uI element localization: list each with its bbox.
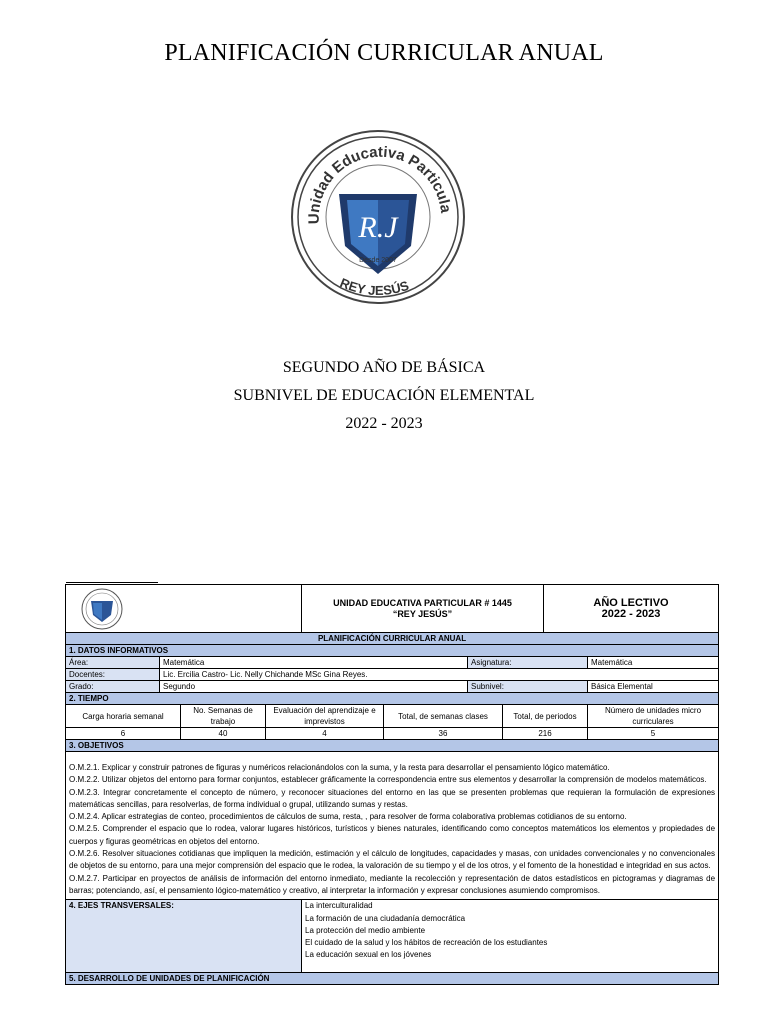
objetivo-item: O.M.2.1. Explicar y construir patrones de figuras y numéricos relacionándolos con la suma, y la resta para desarrollar el pensamiento lógico matemático. [69, 763, 610, 772]
school-logo-small-icon [71, 587, 133, 631]
section-tiempo: 2. TIEMPO [66, 693, 719, 705]
tiempo-value: 216 [503, 728, 588, 740]
objetivo-item: O.M.2.4. Aplicar estrategias de conteo, procedimientos de cálculos de suma, resta, , para resolver de forma colaborativa problemas cotidianos de su entorno. [69, 812, 627, 822]
objetivo-item: O.M.2.3. Integrar concretamente el concepto de número, y reconocer situaciones del entorno en las que se presenten problemas que requieran la formulación de expresiones matemáticas sencillas, para resolverlas, de forma individual o grupal, utilizando sumas y restas. [69, 787, 716, 809]
header-logo-cell [66, 585, 302, 633]
cover-title: PLANIFICACIÓN CURRICULAR ANUAL [164, 40, 604, 66]
school-seal-icon [289, 126, 467, 308]
docentes-label: Docentes: [66, 669, 160, 681]
tiempo-header: Total, de periodos [503, 705, 588, 728]
school-year-cell [544, 585, 719, 633]
docentes-value: Lic. Ercilia Castro- Lic. Nelly Chichande MSc Gina Reyes. [160, 669, 719, 681]
tiempo-value: 4 [266, 728, 384, 740]
grade-line: SEGUNDO AÑO DE BÁSICA [282, 359, 486, 376]
logo-monogram: R.J [358, 211, 398, 244]
objetivo-item: O.M.2.6. Resolver situaciones cotidianas que impliquen la medición, estimación y el cálculo de longitudes, capacidades y masas, con unidades convencionales y no convencionales de objetos de su entorno, para una mejor comprensión del espacio que le rodea, la valoración de su tiempo y el de los otros, y el fomento de la honestidad e integridad en sus actos. [69, 849, 716, 871]
subnivel-value: Básica Elemental [588, 681, 719, 693]
asignatura-value: Matemática [588, 657, 719, 669]
section-ejes-transversales: 4. EJES TRANSVERSALES: [66, 900, 302, 973]
grado-label: Grado: [66, 681, 160, 693]
logo-arc-text: Unidad Educativa Particula [305, 143, 455, 225]
ejes-list [302, 900, 719, 973]
section-objetivos: 3. OBJETIVOS [66, 740, 719, 752]
grado-value: Segundo [160, 681, 468, 693]
plan-title: PLANIFICACIÓN CURRICULAR ANUAL [66, 633, 719, 645]
objetivo-item: O.M.2.5. Comprender el espacio que lo rodea, valorar lugares históricos, turísticos y bienes naturales, identificando como conceptos matemáticos los elementos y propiedades de cuerpos y figuras geométricas en objetos del entorno. [69, 824, 716, 846]
objetivo-item: O.M.2.2. Utilizar objetos del entorno para formar conjuntos, establecer gráficamente la correspondencia entre sus elementos y desarrollar la comprensión de modelos matemáticos. [69, 775, 707, 785]
school-name-cell [302, 585, 544, 633]
sublevel-line: SUBNIVEL DE EDUCACIÓN ELEMENTAL [233, 387, 535, 404]
area-label: Área: [66, 657, 160, 669]
tiempo-value: 6 [66, 728, 181, 740]
objetivos-list [66, 752, 719, 900]
school-logo [289, 126, 467, 308]
year-label: AÑO LECTIVO [593, 596, 669, 609]
eje-item: El cuidado de la salud y los hábitos de recreación de los estudiantes [305, 938, 548, 948]
tiempo-header: Evaluación del aprendizaje e imprevistos [266, 705, 384, 728]
section-datos-informativos: 1. DATOS INFORMATIVOS [66, 645, 719, 657]
divider [66, 582, 158, 583]
tiempo-header: No. Semanas de trabajo [181, 705, 266, 728]
logo-since: Desde 2007 [359, 257, 397, 264]
years-line: 2022 - 2023 [345, 415, 423, 432]
tiempo-header: Carga horaria semanal [66, 705, 181, 728]
cover-subtitle [0, 356, 768, 440]
eje-item: La educación sexual en los jóvenes [305, 950, 432, 960]
eje-item: La protección del medio ambiente [305, 925, 426, 935]
asignatura-label: Asignatura: [468, 657, 588, 669]
tiempo-header: Total, de semanas clases [384, 705, 503, 728]
objetivo-item: O.M.2.7. Participar en proyectos de análisis de información del entorno inmediato, mediante la recolección y representación de datos estadísticos en pictogramas y diagramas de barras; potenciando, así, el pensamiento lógico-matemático y creativo, al interpretar la información y expresar conclusiones asumiendo compromisos. [69, 873, 716, 895]
subnivel-label: Subnivel: [468, 681, 588, 693]
tiempo-header: Número de unidades micro curriculares [588, 705, 719, 728]
school-name: UNIDAD EDUCATIVA PARTICULAR # 1445 [333, 597, 512, 608]
school-nickname: “REY JESÚS” [392, 608, 453, 619]
tiempo-value: 36 [384, 728, 503, 740]
logo-bottom-text: REY JESÚS [337, 275, 411, 299]
eje-item: La formación de una ciudadanía democrática [305, 913, 466, 923]
year-value: 2022 - 2023 [601, 607, 661, 620]
tiempo-value: 5 [588, 728, 719, 740]
section-desarrollo-unidades: 5. DESARROLLO DE UNIDADES DE PLANIFICACIÓN [66, 973, 719, 985]
eje-item: La interculturalidad [305, 901, 373, 911]
tiempo-value: 40 [181, 728, 266, 740]
area-value: Matemática [160, 657, 468, 669]
planning-table [65, 584, 719, 985]
